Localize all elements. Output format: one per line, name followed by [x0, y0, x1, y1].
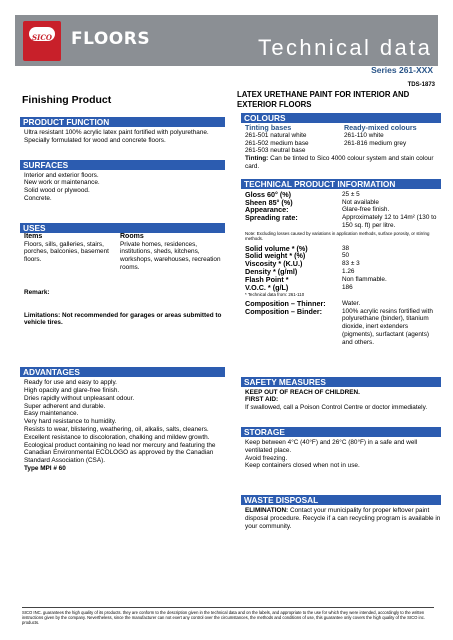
right-column — [241, 113, 441, 531]
tech-label: Flash Point * — [245, 274, 289, 284]
tech-value: 83 ± 3 — [342, 260, 360, 268]
safety-line-2: FIRST AID: — [245, 396, 279, 404]
tech-label: V.O.C. * (g/L) — [245, 282, 289, 292]
tech-value: Approximately 12 to 14m² (130 to 150 sq. ft) per litre. — [342, 214, 437, 229]
page-title: Technical data — [258, 35, 433, 60]
tech-value: 38 — [342, 244, 350, 252]
sico-logo — [23, 21, 61, 61]
ready-colour: 261-816 medium grey — [343, 139, 407, 147]
tech-value: 25 ± 5 — [342, 190, 360, 198]
tech-value: 100% acrylic resins fortified with polyurethane (binder), titanium dioxide, inert extenders (pigments), surfactant (agents) and others. — [342, 307, 433, 346]
advantage-item: Excellent resistance to discoloration, chalking and mildew growth. — [24, 433, 210, 441]
tech-label: Density * (g/ml) — [245, 266, 298, 276]
advantage-item: High opacity and glare-free finish. — [24, 386, 120, 394]
storage-item: Avoid freezing. — [245, 454, 288, 462]
uses-items-text: Floors, sills, galleries, stairs, porches, balconies, basement floors. — [24, 240, 109, 264]
logo-text: SICO — [32, 33, 52, 42]
tech-label: Appearance: — [245, 205, 289, 215]
tds-number: TDS-1873 — [407, 82, 435, 88]
tech-value: Glare-free finish. — [342, 206, 390, 214]
tech-rows-1 — [245, 191, 441, 230]
uses-rooms-head: Rooms — [120, 232, 144, 240]
series-number: Series 261-XXX — [371, 65, 433, 75]
tech-value: 1.26 — [342, 267, 355, 275]
tint-base: 261-503 neutral base — [245, 147, 306, 155]
storage-item: Keep between 4°C (40°F) and 26°C (80°F) in a safe and well ventilated place. — [245, 438, 418, 454]
uses-items-col — [24, 233, 120, 272]
waste-heading: WASTE DISPOSAL — [241, 495, 441, 505]
tinting-label: Tinting: — [245, 155, 269, 163]
footer-guarantee: SICO INC. guarantees the high quality of its products. they are conform to the description given in the technical data and on the labels, and appropriate to the use for which they were intended, accordingly to the written instructions given by the company. Nevertheless, since the manufacturer can not exert any control over the circumstances, the methods and conditions of use, this guarantee only covers the high quality of the SICO inc. products. — [22, 607, 434, 626]
tech-note-2: * Technical data from: 261-110 — [245, 292, 305, 298]
tinting-bases-head: Tinting bases — [245, 123, 292, 132]
tech-value: Not available — [342, 198, 379, 206]
storage-heading: STORAGE — [241, 427, 441, 437]
storage-item: Keep containers closed when not in use. — [245, 462, 360, 470]
colours-table — [241, 124, 441, 155]
uses-limitations: Limitations: Not recommended for garages or areas submitted to vehicle tires. — [24, 311, 222, 327]
uses-table — [20, 233, 225, 272]
surface-item: New work or maintenance. — [24, 179, 100, 187]
tinting-text: Can be tinted to Sico 4000 colour system and stain colour card. — [245, 155, 434, 170]
storage-list — [241, 439, 441, 470]
safety-line-1: KEEP OUT OF REACH OF CHILDREN. — [245, 388, 360, 396]
tech-value: Water. — [342, 299, 361, 307]
tech-label: Solid weight * (%) — [245, 251, 306, 261]
tech-label: Solid volume * (%) — [245, 243, 308, 253]
colours-heading: COLOURS — [241, 113, 441, 123]
product-function-text: Ultra resistant 100% acrylic latex paint fortified with polyurethane. Specially formulated for wood and concrete floors. — [24, 129, 209, 144]
safety-line-3: If swallowed, call a Poison Control Centre or doctor immediately. — [245, 404, 428, 412]
uses-remark: Remark: — [24, 288, 50, 296]
safety-text — [241, 389, 441, 412]
advantages-list — [20, 379, 225, 473]
tech-rows-2 — [245, 245, 441, 292]
tech-label: Composition – Binder: — [245, 306, 323, 316]
surface-item: Solid wood or plywood. — [24, 187, 90, 195]
surface-item: Interior and exterior floors. — [24, 171, 99, 179]
ready-colour: 261-110 white — [343, 131, 384, 139]
advantage-item: Resists to wear, blistering, weathering, oil, alkalis, salts, cleaners. — [24, 425, 209, 433]
advantage-item: Super adherent and durable. — [24, 402, 106, 410]
tech-label: Sheen 85° (%) — [245, 197, 293, 207]
ready-mixed-col — [344, 124, 441, 155]
waste-text — [241, 507, 441, 530]
tech-value: Non flammable. — [342, 275, 387, 283]
brand-name: FLOORS — [71, 29, 151, 49]
product-title: LATEX URETHANE PAINT FOR INTERIOR AND EXTERIOR FLOORS — [237, 90, 410, 109]
uses-rooms-col — [120, 233, 225, 272]
tint-base: 261-501 natural white — [245, 131, 307, 139]
tint-base: 261-502 medium base — [245, 139, 309, 147]
product-function-heading: PRODUCT FUNCTION — [20, 117, 225, 127]
left-column — [20, 117, 225, 473]
header-banner — [15, 15, 438, 66]
ready-mixed-head: Ready-mixed colours — [343, 123, 417, 132]
safety-heading: SAFETY MEASURES — [241, 377, 441, 387]
uses-heading: USES — [20, 223, 225, 233]
tech-rows-3 — [245, 300, 441, 347]
uses-rooms-text: Private homes, residences, institutions, sheds, kitchens, workshops, warehouses, recreation rooms. — [120, 240, 221, 271]
tech-table — [241, 191, 441, 347]
tech-label: Spreading rate: — [245, 213, 298, 223]
surfaces-heading: SURFACES — [20, 160, 225, 170]
advantages-heading: ADVANTAGES — [20, 367, 225, 377]
advantage-item: Easy maintenance. — [24, 410, 79, 418]
surface-item: Concrete. — [24, 194, 52, 202]
tech-label: Composition – Thinner: — [245, 298, 326, 308]
tech-heading: TECHNICAL PRODUCT INFORMATION — [241, 179, 441, 189]
advantage-item: Dries rapidly without unpleasant odour. — [24, 394, 135, 402]
advantage-item: Ecological product containing no lead nor mercury and featuring the Canadian Environmental ECOLOGO as approved by the Canadian Standard Association (CSA). — [24, 441, 216, 465]
advantage-item: Very hard resistance to humidity. — [24, 418, 117, 426]
tech-value: 186 — [342, 283, 353, 291]
tinting-bases-col — [245, 124, 344, 155]
uses-items-head: Items — [24, 232, 43, 240]
finish-heading: Finishing Product — [22, 94, 112, 106]
waste-body: Contact your municipality for proper leftover paint disposal procedure. Recycle if a can recycling program is available in your community. — [245, 507, 441, 530]
tech-label: Gloss 60° (%) — [245, 189, 292, 199]
tinting-line — [241, 155, 441, 171]
tech-value: 50 — [342, 252, 350, 260]
advantages-mpi: Type MPI # 60 — [24, 464, 66, 472]
advantage-item: Ready for use and easy to apply. — [24, 379, 117, 387]
tech-label: Viscosity * (K.U.) — [245, 259, 303, 269]
surfaces-list — [20, 172, 225, 203]
waste-label: ELIMINATION: — [245, 507, 289, 515]
tech-note: Note: Excluding losses caused by variations in application methods, surface porosity, or stirring methods. — [245, 230, 430, 242]
